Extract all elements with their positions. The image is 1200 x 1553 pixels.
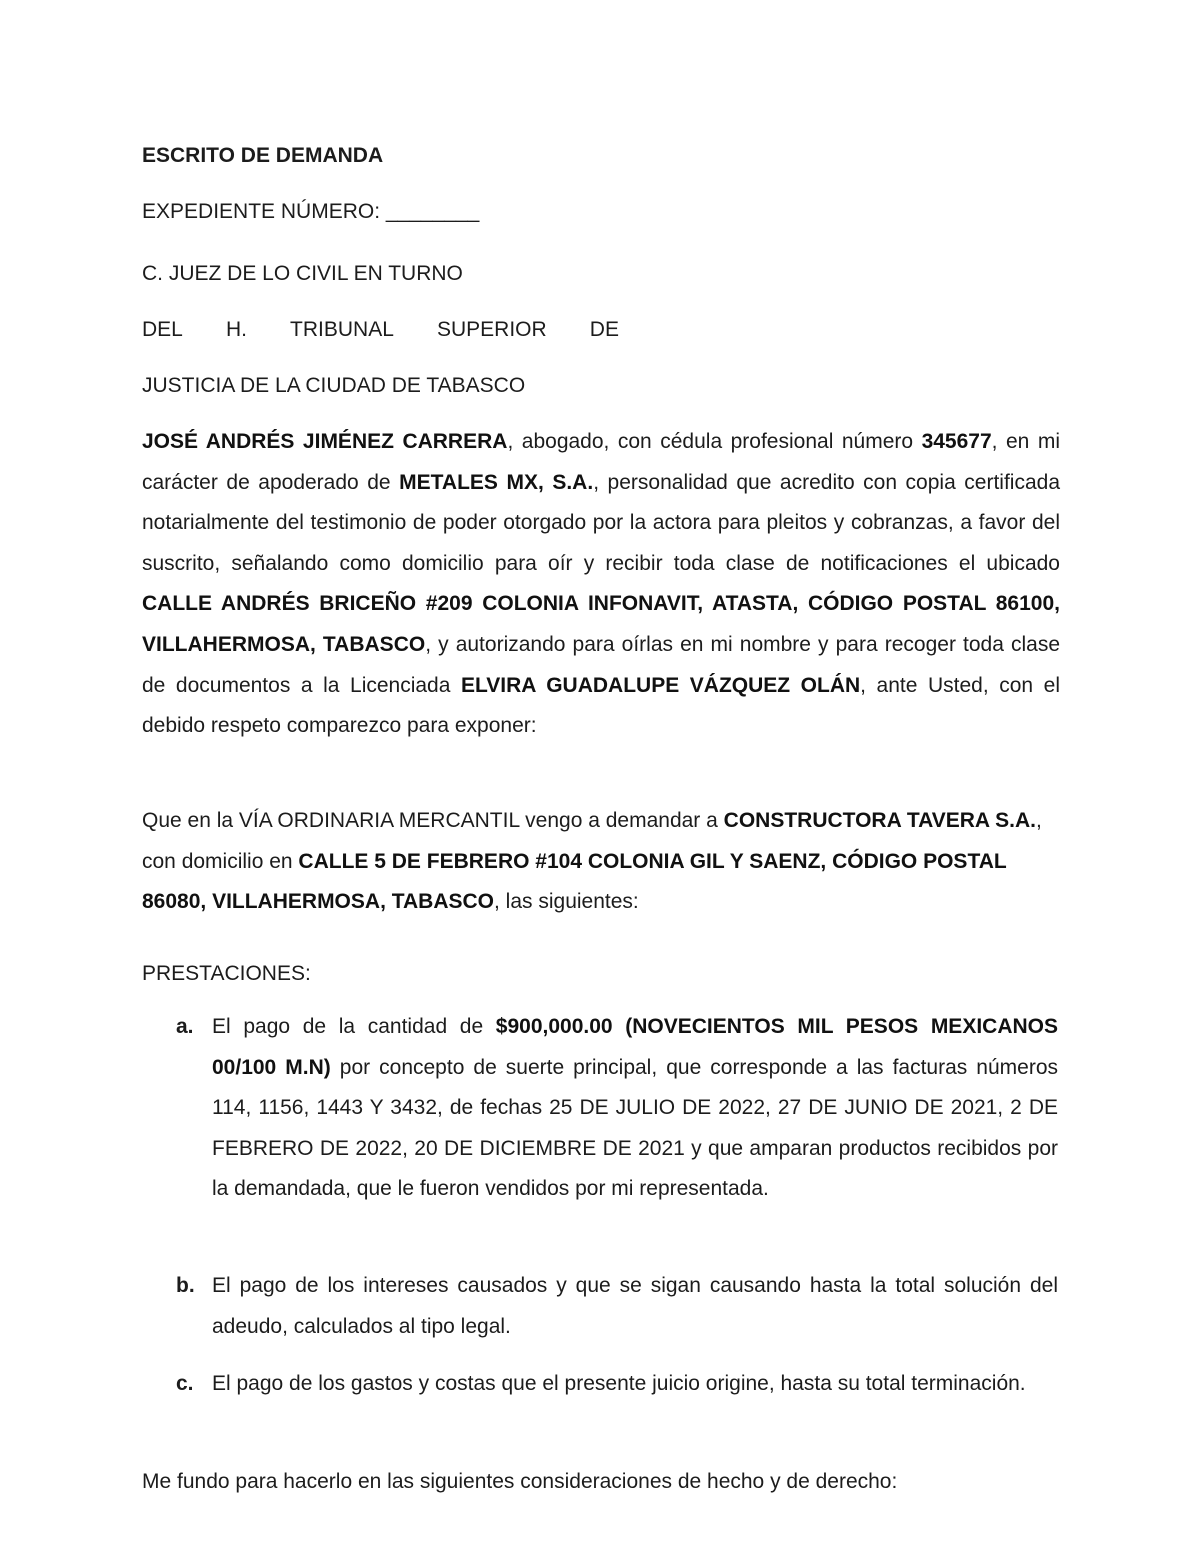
list-marker: a. — [176, 1015, 194, 1038]
addressee-line-3: JUSTICIA DE LA CIUDAD DE TABASCO — [142, 374, 526, 397]
document-title: ESCRITO DE DEMANDA — [142, 144, 384, 167]
document-page — [142, 0, 1060, 1553]
intro-text: , personalidad que acredito con copia certificada notarialmente del testimonio de poder otorgado por la actora para pleitos y cobranzas, a favor del suscrito, señalando como domicilio para oír y recibir toda clase de notificaciones el ubicado — [142, 470, 1061, 575]
attorney-name: JOSÉ ANDRÉS JIMÉNEZ CARRERA — [142, 430, 508, 453]
list-item — [176, 1007, 1060, 1257]
demand-text: Que en la VÍA ORDINARIA MERCANTIL vengo a demandar a — [142, 809, 724, 832]
defendant-address: CALLE 5 DE FEBRERO #104 COLONIA GIL Y SAENZ, CÓDIGO POSTAL 86080, VILLAHERMOSA, TABASCO — [142, 849, 1007, 914]
list-item-text: El pago de los gastos y costas que el presente juicio origine, hasta su total terminación. — [212, 1372, 1026, 1395]
prestaciones-heading: PRESTACIONES: — [142, 962, 311, 985]
closing-line: Me fundo para hacerlo en las siguientes consideraciones de hecho y de derecho: — [142, 1470, 898, 1493]
list-item — [176, 1266, 1060, 1350]
addressee-word: DE — [589, 318, 619, 341]
intro-paragraph — [142, 422, 1060, 747]
demand-text: , las siguientes: — [494, 890, 639, 914]
intro-text: , ante Usted, con el debido respeto comparezco para exponer: — [142, 673, 1060, 738]
principal-amount: $900,000.00 (NOVECIENTOS MIL PESOS MEXICANOS 00/100 M.N) — [212, 1015, 1058, 1079]
cedula-number: 345677 — [921, 430, 992, 453]
defendant-name: CONSTRUCTORA TAVERA S.A. — [723, 809, 1036, 832]
list-item-text — [212, 1007, 1058, 1210]
intro-text: , y autorizando para oírlas en mi nombre y para recoger toda clase de documentos a la Licenciada — [142, 632, 1061, 697]
demand-paragraph — [142, 801, 1042, 923]
item-text: El pago de la cantidad de — [212, 1015, 496, 1038]
addressee-word: SUPERIOR — [437, 318, 547, 341]
list-item — [176, 1364, 1060, 1448]
addressee-line-1: C. JUEZ DE LO CIVIL EN TURNO — [142, 262, 463, 285]
addressee-word: DEL — [142, 318, 183, 341]
list-item-text: El pago de los intereses causados y que se sigan causando hasta la total solución del adeudo, calculados al tipo legal. — [212, 1274, 1058, 1338]
item-text: por concepto de suerte principal, que corresponde a las facturas números 114, 1156, 1443 Y 3432, de fechas 25 DE JULIO DE 2022, 27 DE JUNIO DE 2021, 2 DE FEBRERO DE 2022, 20 DE DICIEMBRE DE 2021 y que amparan productos recibidos por la demandada, que le fueron vendidos por mi representada. — [212, 1055, 1059, 1201]
addressee-word: TRIBUNAL — [290, 318, 394, 341]
expediente-number: EXPEDIENTE NÚMERO: ________ — [142, 200, 480, 223]
plaintiff-company: METALES MX, S.A. — [399, 470, 594, 494]
list-marker: b. — [176, 1274, 195, 1297]
intro-text: , abogado, con cédula profesional número — [507, 430, 922, 453]
addressee-word: H. — [225, 318, 247, 341]
intro-text: , en mi carácter de apoderado de — [142, 430, 1060, 494]
plaintiff-address: CALLE ANDRÉS BRICEÑO #209 COLONIA INFONAVIT, ATASTA, CÓDIGO POSTAL 86100, VILLAHERMOSA, TABASCO — [142, 592, 1060, 656]
addressee-line-2 — [142, 317, 619, 343]
list-marker: c. — [176, 1372, 194, 1395]
authorized-lawyer: ELVIRA GUADALUPE VÁZQUEZ OLÁN — [460, 673, 861, 697]
demand-text: , con domicilio en — [142, 809, 1042, 873]
